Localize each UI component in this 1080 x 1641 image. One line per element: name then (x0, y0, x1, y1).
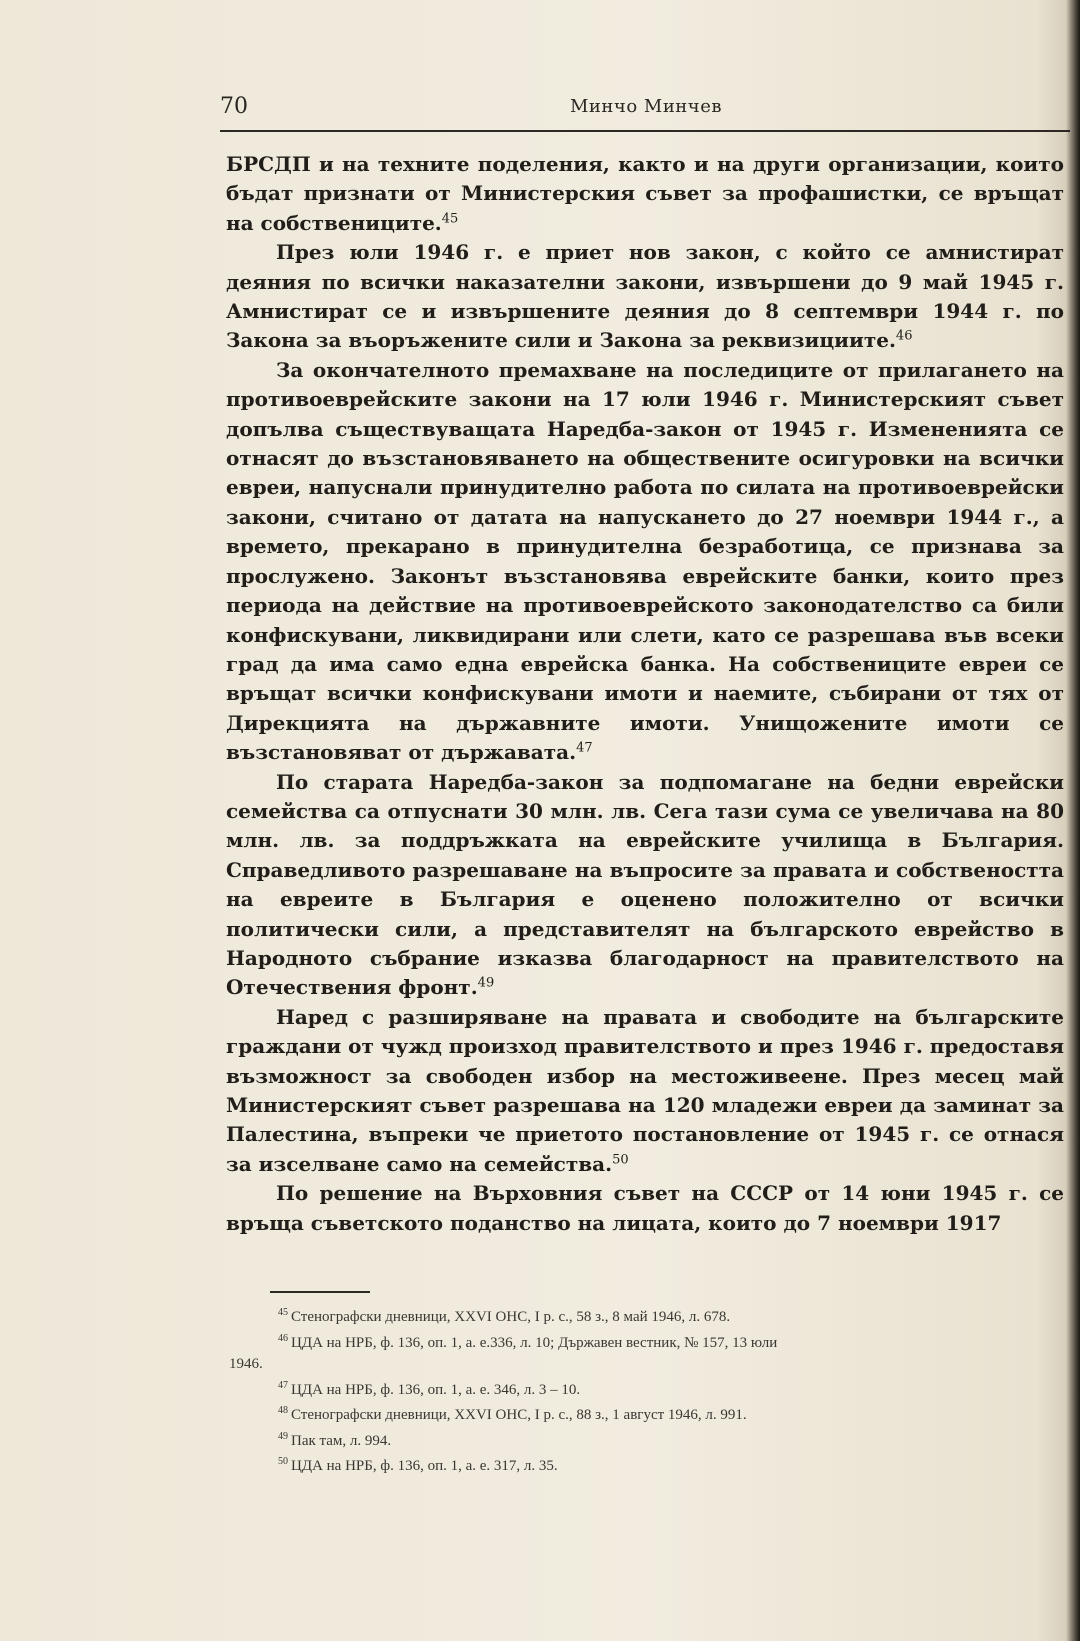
footnote-ref: 46 (895, 328, 913, 344)
paragraph: По старата Наредба-закон за подпомагане на бедни еврейски семейства са отпуснати 30 млн. лв. Сега тази сума се увеличава на 80 млн. лв. за поддръжката на еврейските училища в България. Справедливото разрешаване на въпросите за правата и собствеността на евреите в България е оценено положително от всички политически сили, а представителят на българското еврейство в Народното събрание изказва благодарност на правителството на Отечествения фронт.$^{49}$ (226, 769, 1064, 1000)
running-title: Минчо Минчев (570, 96, 722, 117)
footnote: $^{46}$ ЦДА на НРБ, ф. 136, оп. 1, а. е.336, л. 10; Държавен вестник, № 157, 13 юли (278, 1332, 778, 1351)
page-edge-shadow (1066, 0, 1080, 1641)
page-header (220, 92, 1060, 132)
footnote: $^{50}$ ЦДА на НРБ, ф. 136, оп. 1, а. е. 317, л. 35. (278, 1456, 558, 1474)
paragraph: През юли 1946 г. е приет нов закон, с който се амнистират деяния по всички наказателни закони, извършени до 9 май 1945 г. Амнистират се и извършените деяния до 8 септември 1944 г. по Закона за въоръжените сили и Закона за реквизициите.$^{46}$ (226, 240, 1064, 353)
body-text (226, 150, 1064, 1238)
page-number: 70 (220, 94, 248, 119)
footnote-ref: 50 (612, 1152, 629, 1168)
paragraph: По решение на Върховния съвет на СССР от 14 юни 1945 г. се връща съветското поданство на лицата, които до 7 ноември 1917 (226, 1181, 1064, 1235)
footnotes (226, 1305, 1066, 1480)
paragraph: БРСДП и на техните поделения, както и на други организации, които бъдат признати от Министерския съвет за профашистки, се връщат на собствениците.$^{45}$ (226, 152, 1064, 235)
footnote-separator (270, 1291, 370, 1293)
footnote-continuation: 1946. (229, 1356, 263, 1372)
header-rule (220, 130, 1070, 132)
footnote: $^{49}$ Пак там, л. 994. (278, 1430, 392, 1449)
paragraph: Наред с разширяване на правата и свободите на българските граждани от чужд произход правителството и през 1946 г. предоставя възможност за свободен избор на местоживеене. През месец май Министерският съвет разрешава на 120 младежи евреи да заминат за Палестина, въпреки че приетото постановление от 1945 г. се отнася за изселване само на семейства.$^{50}$ (226, 1004, 1064, 1176)
footnote-ref: 47 (576, 740, 593, 756)
footnote-ref: 45 (441, 211, 459, 227)
footnote: $^{45}$ Стенографски дневници, XXVI ОНС, I р. с., 58 з., 8 май 1946, л. 678. (278, 1307, 731, 1325)
paragraph: За окончателното премахване на последиците от прилагането на противоеврейските закони на 17 юли 1946 г. Министерският съвет допълва съществуващата Наредба-закон от 1945 г. Измененията се отнасят до възстановяването на обществените осигуровки на всички евреи, напуснали принудително работа по силата на противоеврейски закони, считано от датата на напускането до 27 ноември 1944 г., а времето, прекарано в принудителна безработица, се признава за прослужено. Законът възстановява еврейските банки, които през периода на действие на противоеврейското законодателство са били конфискувани, ликвидирани или слети, като се разрешава във всеки град да има само една еврейска банка. На собствениците евреи се връщат всички конфискувани имоти и наемите, събирани от тях от Дирекцията на държавните имоти. Унищожените имоти се възстановяват от държавата.$^{47}$ (226, 357, 1064, 765)
footnote-ref: 49 (477, 975, 495, 991)
footnote: $^{47}$ ЦДА на НРБ, ф. 136, оп. 1, а. е. 346, л. 3 – 10. (278, 1379, 581, 1398)
footnote: $^{48}$ Стенографски дневници, XXVI ОНС, I р. с., 88 з., 1 август 1946, л. 991. (278, 1405, 747, 1423)
